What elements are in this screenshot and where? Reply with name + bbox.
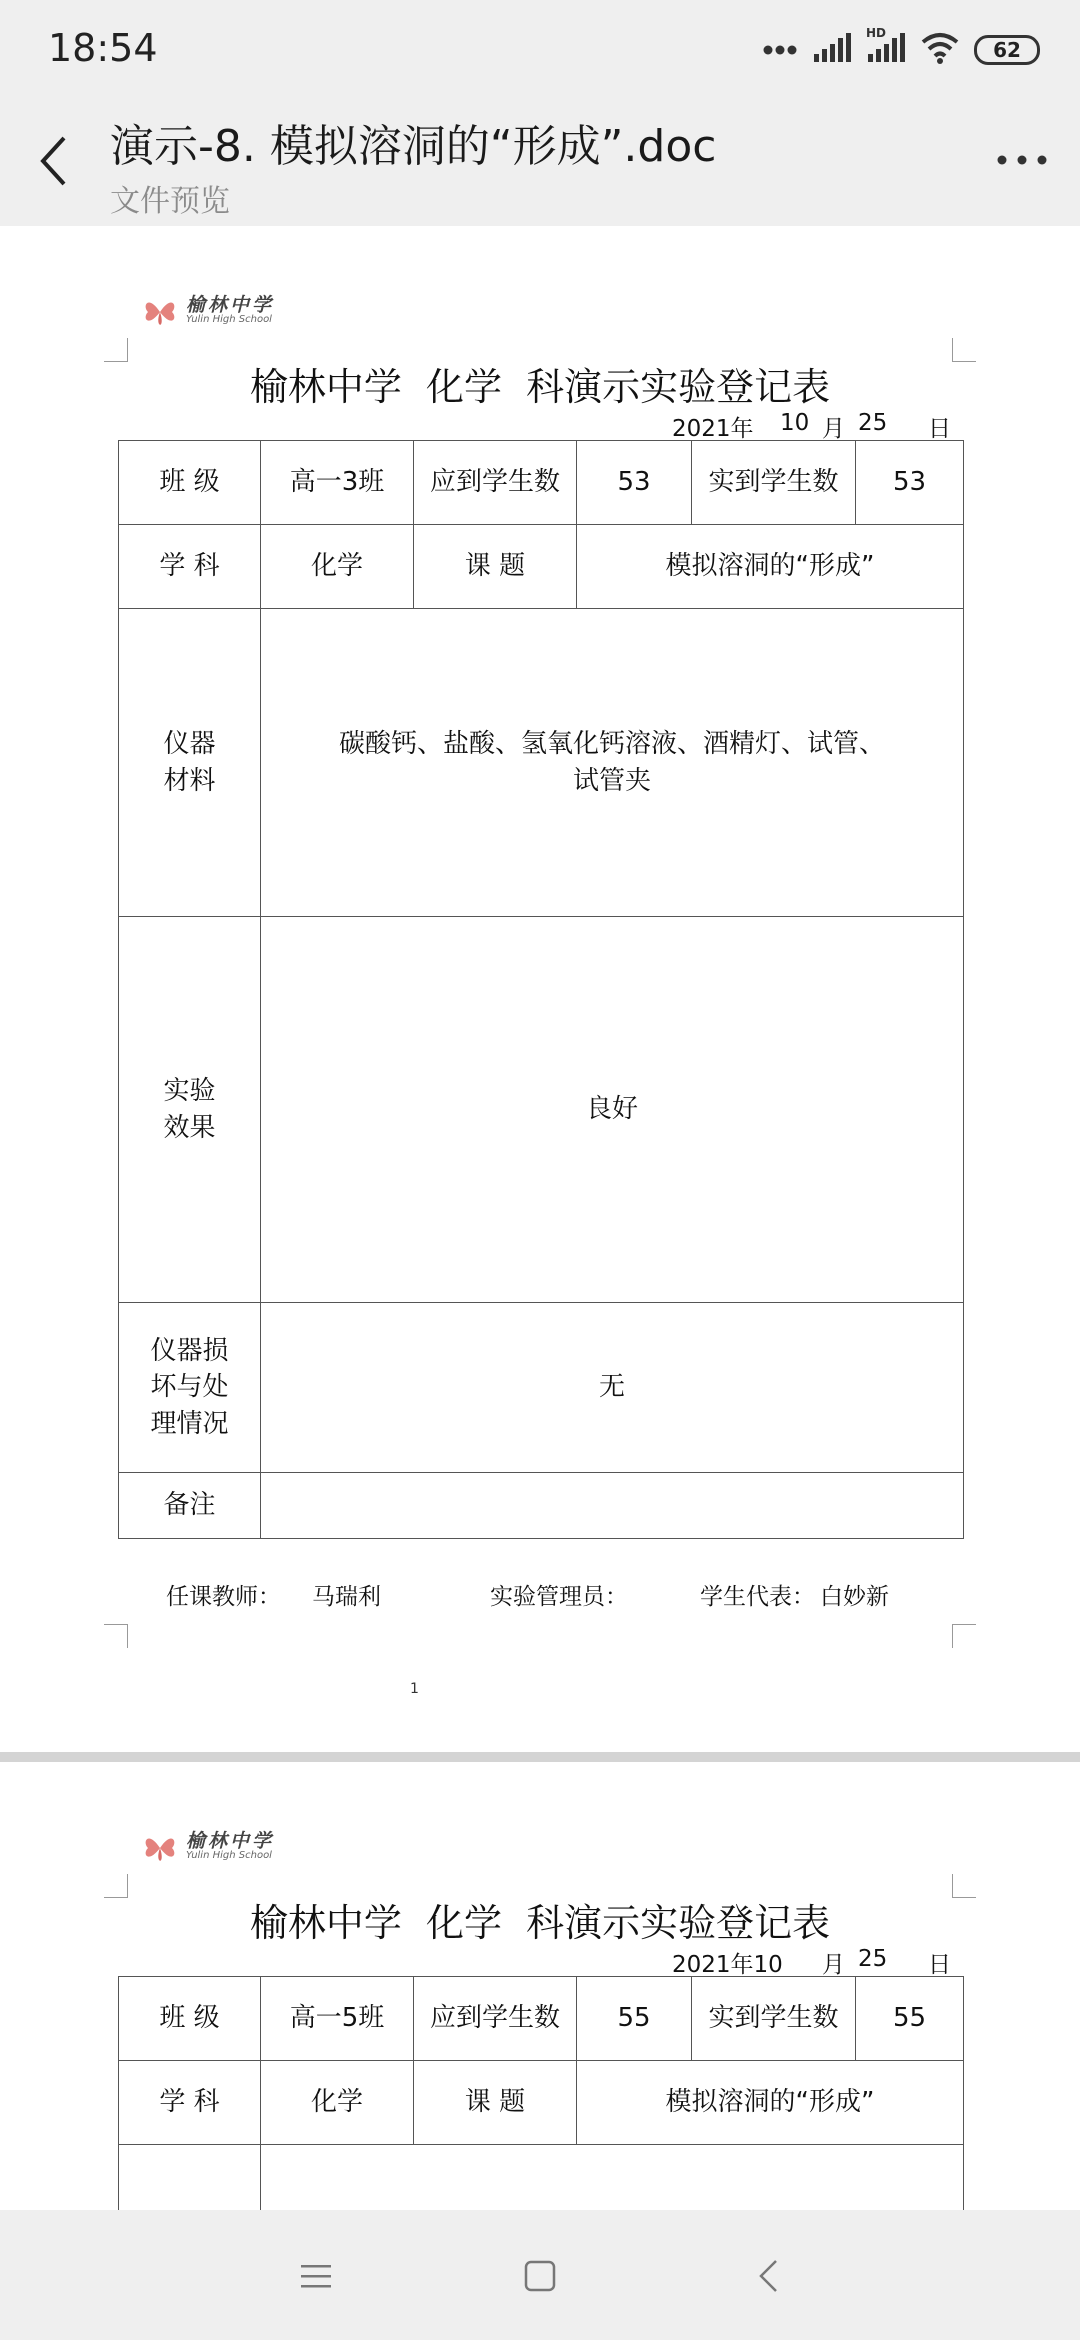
- page-separator: [0, 1752, 1080, 1762]
- document-preview[interactable]: [0, 226, 1080, 2210]
- damage-label-line: 坏与处: [150, 1372, 229, 1403]
- registration-table: [118, 1976, 964, 2210]
- home-square-icon: [523, 2259, 557, 2293]
- date-month-unit: 月: [822, 1952, 845, 1978]
- topic-label: 课 题: [414, 2061, 577, 2145]
- materials-label: [119, 609, 261, 917]
- nav-back-button[interactable]: [740, 2248, 796, 2304]
- effect-label-line: 效果: [163, 1112, 216, 1143]
- remarks-value: [261, 1473, 964, 1539]
- effect-label-line: 实验: [163, 1076, 216, 1107]
- school-logo-icon: [140, 1828, 180, 1868]
- materials-value-line: 试管夹: [572, 765, 651, 796]
- student-rep-name: 白妙新: [820, 1584, 889, 1610]
- class-label: 班 级: [119, 1977, 261, 2061]
- table-cell: [261, 2145, 964, 2211]
- expected-students-value: 55: [577, 1977, 692, 2061]
- damage-label-line: 理情况: [150, 1408, 229, 1439]
- class-value: 高一5班: [261, 1977, 414, 2061]
- battery-level: 62: [993, 38, 1021, 62]
- table-row: [119, 441, 964, 525]
- hd-label: HD: [866, 26, 887, 40]
- expected-students-value: 53: [577, 441, 692, 525]
- logo-name-en: Yulin High School: [186, 314, 272, 325]
- subject-label: 学 科: [119, 525, 261, 609]
- more-dots-icon: [762, 41, 798, 60]
- battery-icon: [974, 35, 1040, 65]
- date-day-unit: 日: [928, 416, 951, 442]
- actual-students-value: 53: [856, 441, 964, 525]
- effect-value: 良好: [261, 917, 964, 1303]
- logo-name-cn: 榆林中学: [186, 294, 275, 316]
- materials-label-line: 仪器: [163, 729, 216, 760]
- subject-label: 学 科: [119, 2061, 261, 2145]
- document-page-1: [0, 226, 1080, 1756]
- class-label: 班 级: [119, 441, 261, 525]
- registration-table: [118, 440, 964, 1539]
- teacher-name: 马瑞利: [312, 1584, 381, 1610]
- date-month: 10: [780, 410, 810, 436]
- date-month-unit: 月: [822, 416, 845, 442]
- school-logo: [140, 1826, 290, 1870]
- table-cell: [119, 2145, 261, 2211]
- back-button[interactable]: [28, 126, 78, 196]
- page-number: 1: [410, 1681, 419, 1697]
- logo-name-cn: 榆林中学: [186, 1830, 275, 1852]
- table-row: [119, 2145, 964, 2211]
- signal-hd-icon: [866, 26, 906, 68]
- status-bar: [0, 0, 1080, 96]
- damage-label-line: 仪器损: [150, 1335, 229, 1366]
- signal-icon: [812, 32, 852, 68]
- date-day-unit: 日: [928, 1952, 951, 1978]
- school-logo: [140, 290, 290, 334]
- materials-label-line: 材料: [163, 765, 216, 796]
- school-logo-icon: [140, 292, 180, 332]
- materials-value: [261, 609, 964, 917]
- page-corner-mark: [104, 1624, 128, 1648]
- table-row: [119, 1977, 964, 2061]
- expected-students-label: 应到学生数: [414, 1977, 577, 2061]
- actual-students-label: 实到学生数: [692, 441, 856, 525]
- remarks-label: 备注: [119, 1473, 261, 1539]
- logo-name-en: Yulin High School: [186, 1850, 272, 1861]
- nav-back-icon: [756, 2258, 780, 2294]
- topic-value: 模拟溶洞的“形成”: [577, 525, 964, 609]
- subject-value: 化学: [261, 525, 414, 609]
- document-subtitle: 文件预览: [110, 184, 230, 219]
- back-arrow-icon: [38, 135, 68, 187]
- status-time: 18:54: [48, 26, 158, 70]
- document-page-2: [0, 1762, 1080, 2210]
- student-rep-label: 学生代表：: [700, 1584, 815, 1610]
- document-title: 演示-8. 模拟溶洞的“形成”.doc: [110, 121, 717, 172]
- effect-label: [119, 917, 261, 1303]
- navigation-bar: [0, 2210, 1080, 2340]
- date-day: 25: [858, 1946, 888, 1972]
- table-row: [119, 2061, 964, 2145]
- table-row: [119, 1303, 964, 1473]
- app-header: [0, 96, 1080, 226]
- teacher-label: 任课教师：: [166, 1584, 281, 1610]
- menu-button[interactable]: [288, 2248, 344, 2304]
- menu-icon: [299, 2262, 333, 2290]
- more-options-icon: [996, 154, 1048, 166]
- actual-students-value: 55: [856, 1977, 964, 2061]
- expected-students-label: 应到学生数: [414, 441, 577, 525]
- page-corner-mark: [952, 1624, 976, 1648]
- damage-label: [119, 1303, 261, 1473]
- status-icons: [762, 26, 1040, 70]
- wifi-icon: [920, 32, 960, 68]
- sheet-title: 榆林中学 化学 科演示实验登记表: [249, 365, 831, 409]
- materials-value-line: 碳酸钙、盐酸、氢氧化钙溶液、酒精灯、试管、: [338, 729, 885, 760]
- more-options-button[interactable]: [992, 140, 1052, 180]
- date-year: 2021年: [672, 416, 754, 442]
- sheet-title: 榆林中学 化学 科演示实验登记表: [249, 1901, 831, 1945]
- actual-students-label: 实到学生数: [692, 1977, 856, 2061]
- home-button[interactable]: [512, 2248, 568, 2304]
- table-row: [119, 1473, 964, 1539]
- lab-admin-label: 实验管理员：: [490, 1584, 628, 1610]
- date-year-month: 2021年10: [672, 1952, 783, 1978]
- table-row: [119, 525, 964, 609]
- table-row: [119, 609, 964, 917]
- subject-value: 化学: [261, 2061, 414, 2145]
- date-day: 25: [858, 410, 888, 436]
- table-row: [119, 917, 964, 1303]
- topic-value: 模拟溶洞的“形成”: [577, 2061, 964, 2145]
- damage-value: 无: [261, 1303, 964, 1473]
- topic-label: 课 题: [414, 525, 577, 609]
- class-value: 高一3班: [261, 441, 414, 525]
